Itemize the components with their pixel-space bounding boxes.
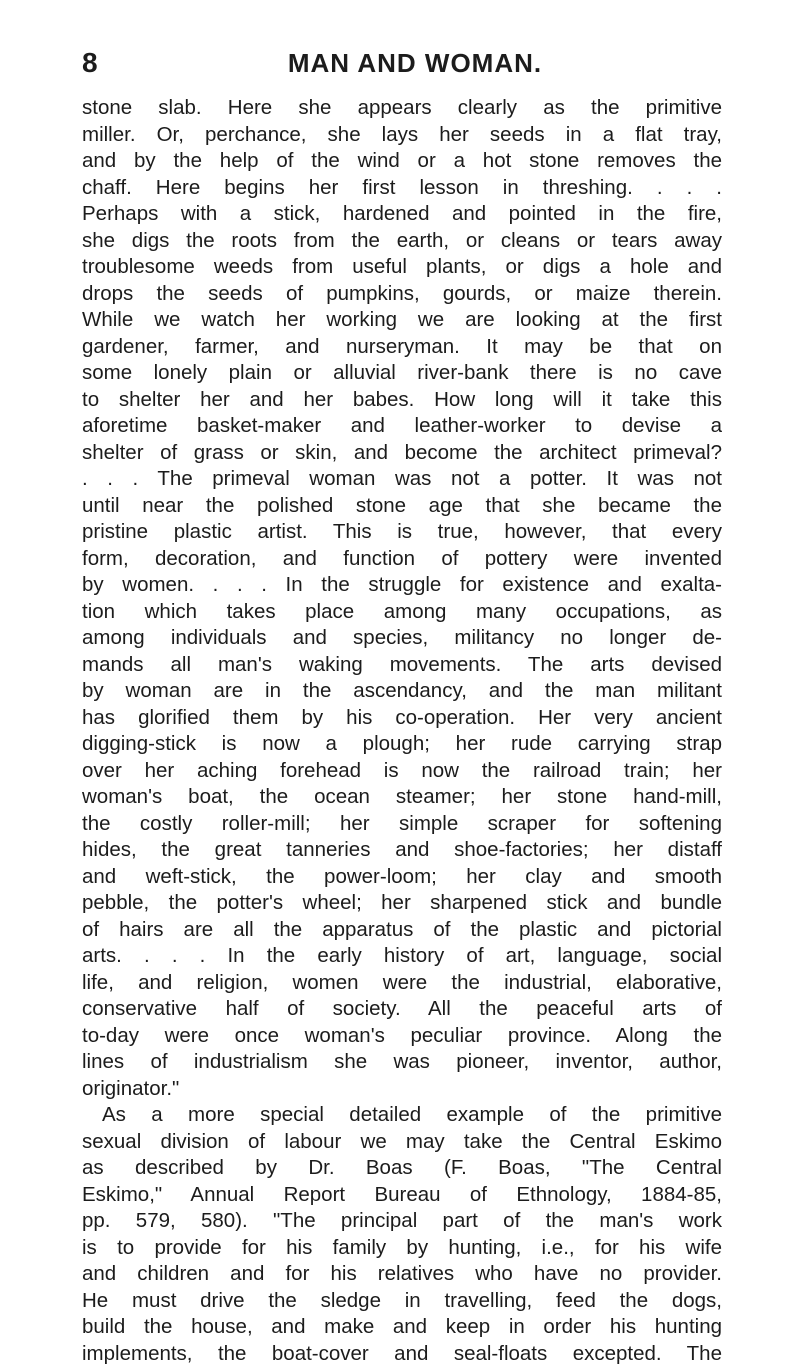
text-line: of hairs are all the apparatus of the plastic and pictorial: [82, 917, 722, 941]
text-line: tion which takes place among many occupations, as: [82, 599, 722, 623]
text-line: life, and religion, women were the industrial, elaborative,: [82, 970, 722, 994]
text-line: build the house, and make and keep in order his hunting: [82, 1315, 722, 1338]
text-line: and by the help of the wind or a hot stone removes the: [82, 149, 722, 172]
text-line: to-day were once woman's peculiar province. Along the: [82, 1023, 722, 1047]
text-line: pristine plastic artist. This is true, however, that every: [82, 520, 722, 543]
text-line: woman's boat, the ocean steamer; her stone hand-mill,: [82, 785, 722, 808]
text-line: drops the seeds of pumpkins, gourds, or maize therein.: [82, 281, 722, 305]
text-line: aforetime basket-maker and leather-worker to devise a: [82, 414, 722, 437]
text-line: troublesome weeds from useful plants, or digs a hole and: [82, 255, 722, 278]
text-line: and children and for his relatives who have no provider.: [82, 1262, 722, 1285]
text-line: . . . The primeval woman was not a potter. It was not: [82, 467, 722, 490]
text-line: digging-stick is now a plough; her rude carrying strap: [82, 732, 722, 755]
text-line: the costly roller-mill; her simple scraper for softening: [82, 811, 722, 835]
text-line: some lonely plain or alluvial river-bank there is no cave: [82, 361, 722, 384]
page-number: 8: [82, 47, 98, 78]
text-line: arts. . . . In the early history of art, language, social: [82, 944, 722, 967]
text-line: stone slab. Here she appears clearly as the primitive: [82, 96, 722, 119]
body-text: [82, 95, 722, 1367]
text-line: she digs the roots from the earth, or cleans or tears away: [82, 228, 722, 252]
text-line: pp. 579, 580). "The principal part of the man's work: [82, 1209, 722, 1232]
text-line: While we watch her working we are looking at the first: [82, 308, 722, 331]
text-line: by woman are in the ascendancy, and the man militant: [82, 679, 722, 702]
text-line: shelter of grass or skin, and become the architect primeval?: [82, 440, 722, 464]
text-line: form, decoration, and function of pottery were invented: [82, 546, 722, 570]
text-line: He must drive the sledge in travelling, feed the dogs,: [82, 1288, 722, 1312]
text-line: sexual division of labour we may take the Central Eskimo: [82, 1129, 722, 1153]
text-line: originator.": [82, 1076, 180, 1100]
text-line: as described by Dr. Boas (F. Boas, "The Central: [82, 1156, 722, 1179]
text-line: As a more special detailed example of the primitive: [102, 1103, 722, 1126]
running-title: MAN AND WOMAN.: [287, 48, 543, 78]
text-line: until near the polished stone age that she became the: [82, 493, 722, 517]
text-line: over her aching forehead is now the railroad train; her: [82, 758, 722, 782]
text-line: among individuals and species, militancy no longer de-: [82, 626, 722, 649]
text-line: pebble, the potter's wheel; her sharpened stick and bundle: [82, 891, 722, 914]
text-line: hides, the great tanneries and shoe-factories; her distaff: [82, 838, 722, 861]
text-line: to shelter her and her babes. How long will it take this: [82, 387, 722, 411]
text-line: chaff. Here begins her first lesson in threshing. . . .: [82, 175, 722, 199]
text-line: implements, the boat-cover and seal-floats excepted. The: [82, 1341, 722, 1365]
text-line: lines of industrialism she was pioneer, inventor, author,: [82, 1050, 722, 1073]
text-line: and weft-stick, the power-loom; her clay and smooth: [82, 864, 722, 888]
text-line: conservative half of society. All the peaceful arts of: [82, 997, 722, 1020]
text-line: Perhaps with a stick, hardened and pointed in the fire,: [82, 202, 722, 225]
text-line: has glorified them by his co-operation. Her very ancient: [82, 705, 722, 729]
text-line: gardener, farmer, and nurseryman. It may be that on: [82, 334, 722, 358]
text-line: is to provide for his family by hunting, i.e., for his wife: [82, 1235, 722, 1259]
text-line: Eskimo," Annual Report Bureau of Ethnology, 1884-85,: [82, 1182, 722, 1206]
text-line: mands all man's waking movements. The arts devised: [82, 652, 722, 676]
text-line: by women. . . . In the struggle for existence and exalta-: [82, 573, 722, 596]
running-head: [82, 46, 718, 80]
text-line: miller. Or, perchance, she lays her seeds in a flat tray,: [82, 122, 722, 146]
